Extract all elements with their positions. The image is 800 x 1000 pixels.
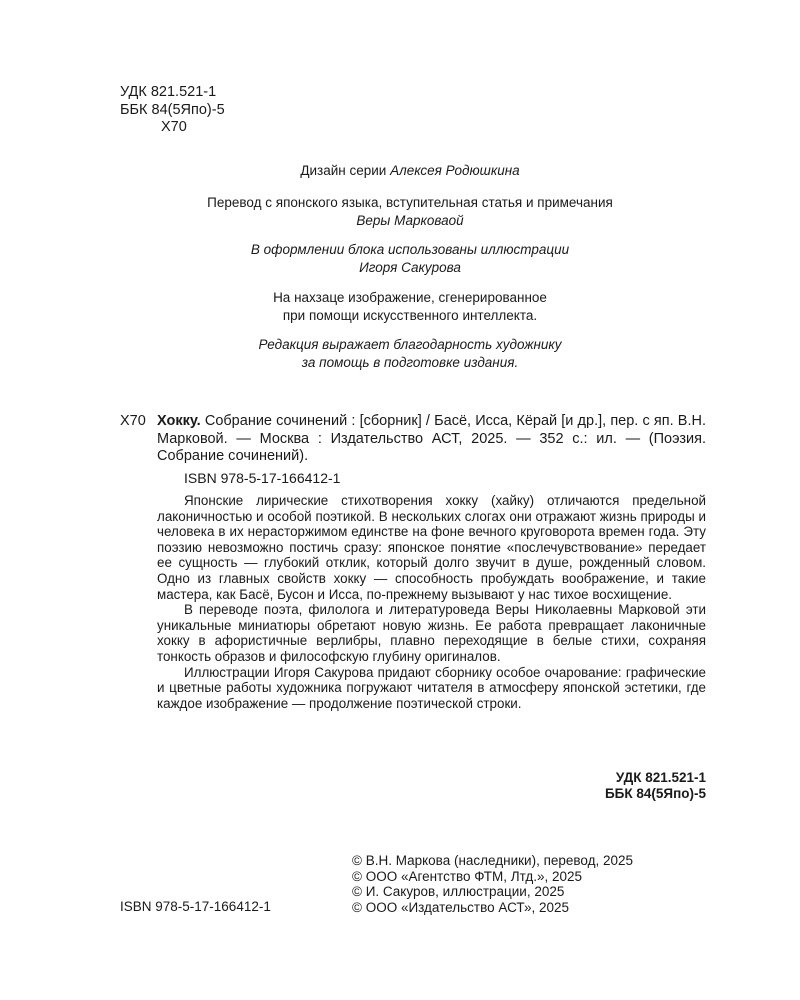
copyright-line: © И. Сакуров, иллюстрации, 2025 <box>352 884 565 899</box>
illustrations-line1: В оформлении блока использованы иллюстрации <box>250 242 570 257</box>
translation-name: Веры Марковаой <box>356 212 464 228</box>
annotation <box>157 493 706 711</box>
copyright-block <box>352 853 633 915</box>
udk-code-bold: УДК 821.521-1 <box>615 770 706 785</box>
copyright-line: © В.Н. Маркова (наследники), перевод, 2025 <box>352 853 634 868</box>
annotation-paragraph: Иллюстрации Игоря Сакурова придают сборнику особое очарование: графические и цветные работы художника погружают читателя в атмосферу японской эстетики, где каждое изображение — продолжение поэтической строки. <box>157 664 706 711</box>
illustrations-credit <box>120 241 700 276</box>
catalog-code: Х70 <box>120 413 146 429</box>
design-name: Алексея Родюшкина <box>390 163 520 178</box>
author-code: Х70 <box>161 119 187 135</box>
bbk-code-bold: ББК 84(5Япо)-5 <box>604 786 706 801</box>
bbk-code: ББК 84(5Япо)-5 <box>120 101 225 118</box>
translation-credit <box>120 194 700 229</box>
cover-line1: На нахзаце изображение, сгенерированное <box>273 290 547 305</box>
annotation-paragraph: В переводе поэта, филолога и литературоведа Веры Николаевны Марковой эти уникальные миниатюры обретают новую жизнь. Ее работа превращает лаконичные хокку в афористичные верлибры, плавно переходящие в белые стихи, сохраняя тонкость образов и философскую глубину оригиналов. <box>157 602 706 664</box>
isbn-record: ISBN 978-5-17-166412-1 <box>184 470 341 486</box>
illustrations-line2: Игоря Сакурова <box>359 259 461 275</box>
book-description: Собрание сочинений : [сборник] / Басё, Исса, Кёрай [и др.], пер. с яп. В.Н. Марковой. — Москва : Издательство АСТ, 2025. — 352 с.: ил. — (Поэзия. Собрание сочинений). <box>157 413 706 464</box>
book-title: Хокку. <box>157 413 201 429</box>
copyright-line: © ООО «Издательство АСТ», 2025 <box>352 899 570 915</box>
design-prefix: Дизайн серии <box>300 163 387 178</box>
bibliographic-record <box>157 413 706 466</box>
design-credit <box>120 162 700 180</box>
cover-note <box>120 289 700 324</box>
thanks-line1: Редакция выражает благодарность художнику <box>258 337 562 352</box>
udk-code: УДК 821.521-1 <box>120 84 217 100</box>
cover-line2: при помощи искусственного интеллекта. <box>282 307 538 323</box>
copyright-line: © ООО «Агентство ФТМ, Лтд.», 2025 <box>352 868 583 884</box>
translation-text: Перевод с японского языка, вступительная статья и примечания <box>207 195 613 210</box>
footer-isbn: ISBN 978-5-17-166412-1 <box>120 899 271 914</box>
thanks-note <box>120 336 700 371</box>
header-codes <box>120 84 225 137</box>
thanks-line2: за помощь в подготовке издания. <box>301 354 519 370</box>
classification-codes <box>500 770 706 802</box>
annotation-paragraph: Японские лирические стихотворения хокку (хайку) отличаются предельной лаконичностью и особой поэтикой. В нескольких слогах они отражают жизнь природы и человека в их нерасторжимом единстве на фоне вечного круговорота времен года. Эту поэзию невозможно постичь сразу: японское понятие «послечувствование» передает ее сущность — глубокий отклик, который долго звучит в душе, рожденный словом. Одно из главных свойств хокку — способность пробуждать воображение, и такие мастера, как Басё, Бусон и Исса, по-прежнему вызывают у нас тихое восхищение. <box>157 493 706 602</box>
